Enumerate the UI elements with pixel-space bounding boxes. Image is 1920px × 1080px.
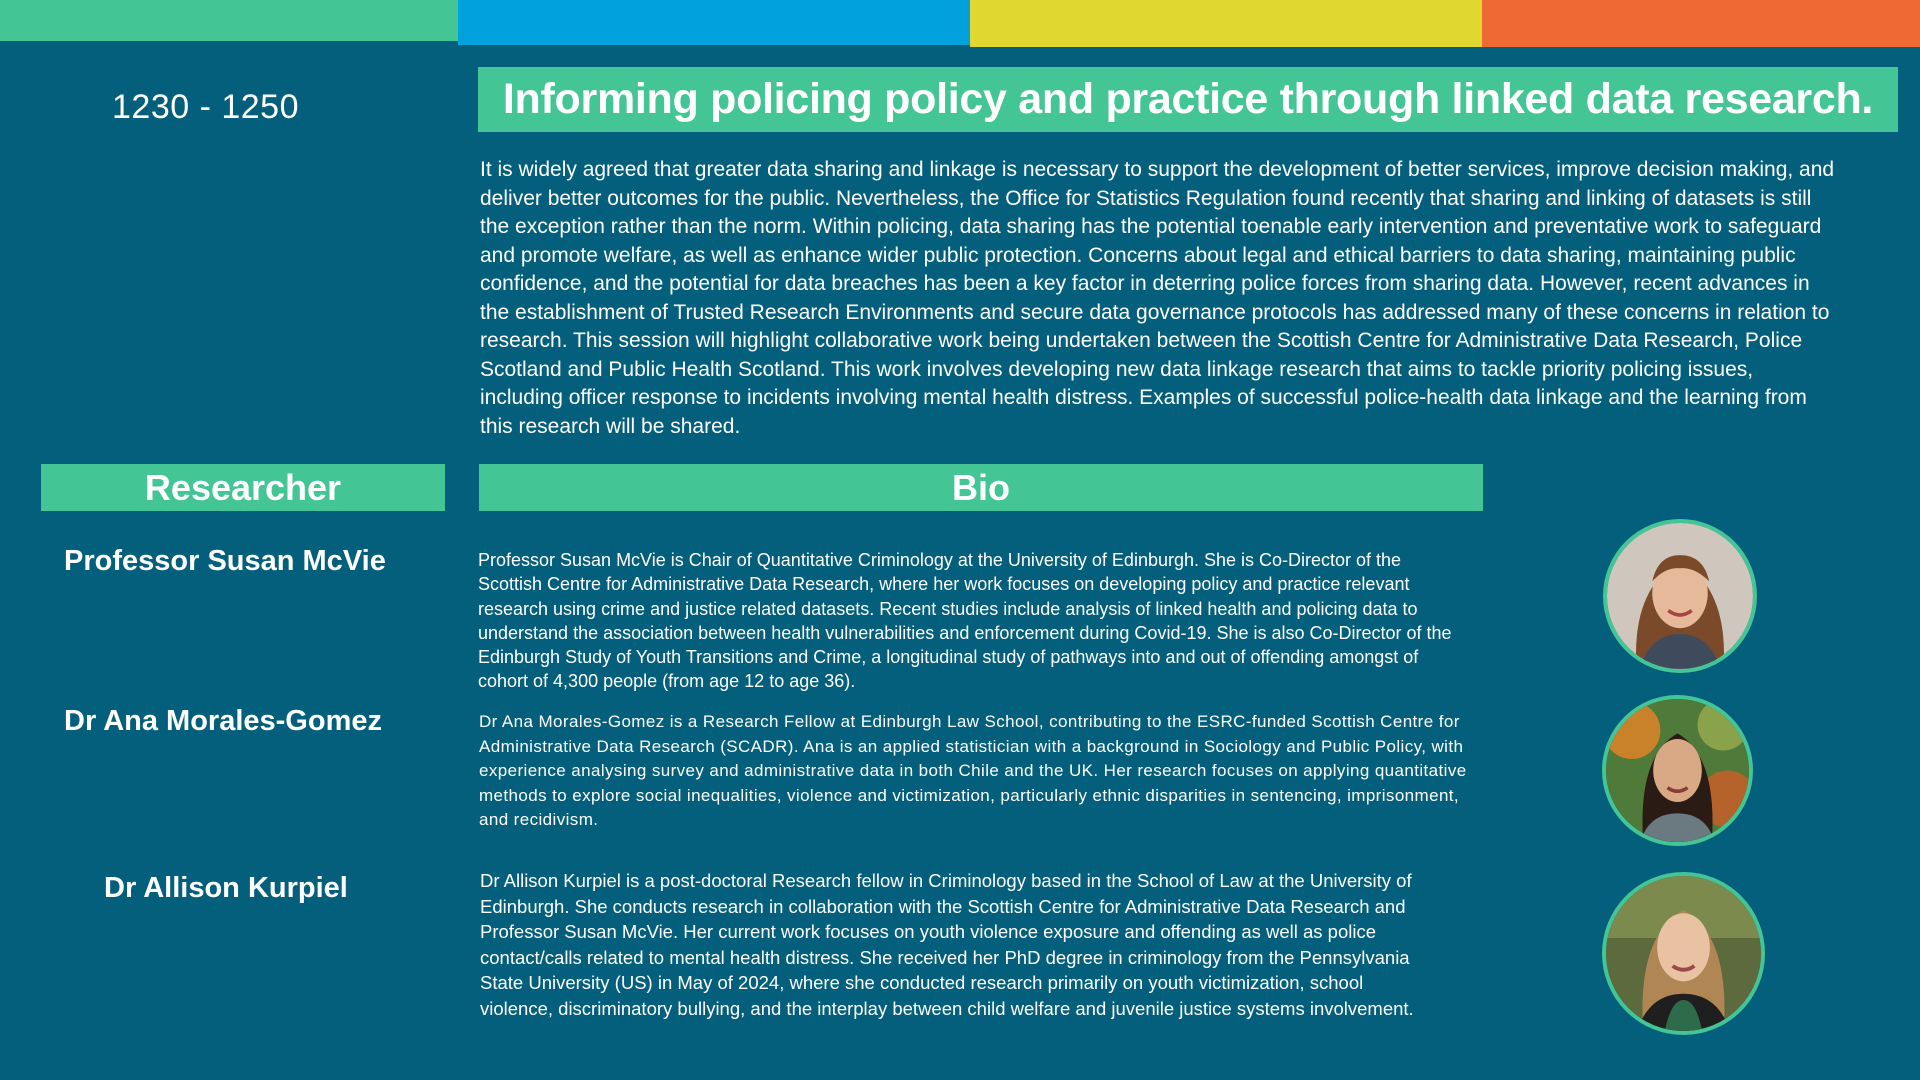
session-title: Informing policing policy and practice through linked data research. [502,75,1874,123]
researcher-name: Dr Ana Morales-Gomez [64,705,382,737]
session-description: It is widely agreed that greater data sharing and linkage is necessary to support the development of better services, improve decision making, and deliver better outcomes for the public. Nevertheless, the Office for Statistics Regulation found recently that sharing and linking of datasets is still the exception rather than the norm. Within policing, data sharing has the potential toenable early intervention and preventative work to safeguard and promote welfare, as well as enhance wider public protection. Concerns about legal and ethical barriers to data sharing, maintaining public confidence, and the potential for data breaches has been a key factor in deterring police forces from sharing data. However, recent advances in the establishment of Trusted Research Environments and secure data governance protocols has addressed many of these concerns in relation to research. This session will highlight collaborative work being undertaken between the Scottish Centre for Administrative Data Research, Police Scotland and Public Health Scotland. This work involves developing new data linkage research that aims to tackle priority policing issues, including officer response to incidents involving mental health distress. Examples of successful police-health data linkage and the learning from this research will be shared. [480,158,1835,438]
title-banner [478,67,1898,132]
header-bar-blue [458,0,970,45]
header-bar-orange [1482,0,1920,47]
header-bar-yellow [970,0,1482,47]
header-bar-green [0,0,458,41]
researcher-photo [1603,519,1757,673]
researcher-column-header: Researcher [41,464,445,511]
researcher-name: Dr Allison Kurpiel [104,872,348,904]
researcher-bio: Dr Ana Morales-Gomez is a Research Fellow at Edinburgh Law School, contributing to the ESRC-funded Scottish Centre for Administrative Data Research (SCADR). Ana is an applied statistician with a background in Sociology and Public Policy, with experience analysing survey and administrative data in both Chile and the UK. Her research focuses on applying quantitative methods to explore social inequalities, violence and victimization, particularly ethnic disparities in sentencing, imprisonment, and recidivism. [479,712,1467,830]
researcher-bio: Professor Susan McVie is Chair of Quantitative Criminology at the University of Edinburgh. She is Co-Director of the Scottish Centre for Administrative Data Research, where her work focuses on developing policy and practice relevant research using crime and justice related datasets. Recent studies include analysis of linked health and policing data to understand the association between health vulnerabilities and enforcement during Covid-19. She is also Co-Director of the Edinburgh Study of Youth Transitions and Crime, a longitudinal study of pathways into and out of offending amongst of cohort of 4,300 people (from age 12 to age 36). [478,550,1452,692]
researcher-photo [1602,872,1765,1035]
session-time: 1230 - 1250 [112,88,299,126]
researcher-name: Professor Susan McVie [64,545,386,577]
bio-column-header: Bio [479,464,1483,511]
researcher-photo [1602,695,1753,846]
researcher-bio: Dr Allison Kurpiel is a post-doctoral Research fellow in Criminology based in the School of Law at the University of Edinburgh. She conducts research in collaboration with the Scottish Centre for Administrative Data Research and Professor Susan McVie. Her current work focuses on youth violence exposure and offending as well as police contact/calls related to mental health distress. She received her PhD degree in criminology from the Pennsylvania State University (US) in May of 2024, where she conducted research primarily on youth victimization, school violence, discriminatory bullying, and the interplay between child welfare and juvenile justice systems involvement. [480,870,1414,1019]
